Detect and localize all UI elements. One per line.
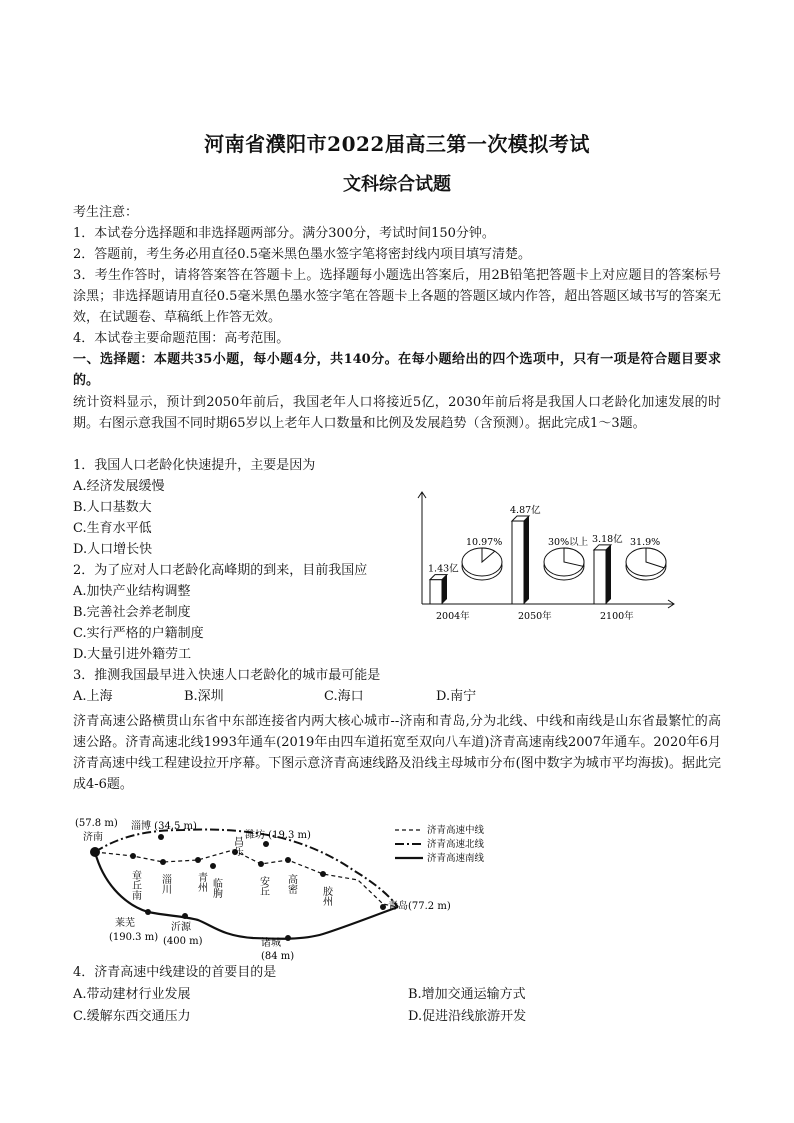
- aging-population-chart: [412, 484, 682, 626]
- label-linqu: 临朐: [210, 878, 222, 898]
- bar-side-2: [606, 545, 611, 604]
- label-zhangqiu: 章丘南: [129, 870, 141, 900]
- q3-option-d: D.南宁: [436, 689, 477, 704]
- notice-item-1: 1．本试卷分选择题和非选择题两部分。满分300分，考试时间150分钟。: [73, 226, 495, 241]
- city-dot-weifang: [263, 841, 269, 847]
- label-zichuan: 淄川: [159, 874, 171, 894]
- notice-item-2: 2．答题前，考生务必用直径0.5毫米黑色墨水签字笔将密封线内项目填写清楚。: [73, 247, 531, 262]
- label-yiyuan-alt: (400 m): [163, 936, 203, 947]
- city-dot-laiwu: [145, 909, 151, 915]
- legend-south-label: 济青高速南线: [427, 853, 485, 864]
- city-dot-jiaozhou: [320, 871, 326, 877]
- category-label-1: 2050年: [518, 611, 552, 622]
- city-dot-yiyuan: [182, 913, 188, 919]
- q3-option-a: A.上海: [73, 689, 113, 704]
- city-dot-linqu: [210, 863, 216, 869]
- notice-item-4: 4．本试卷主要命题范围：高考范围。: [73, 331, 290, 346]
- pie-label-1: 30%以上: [548, 537, 589, 548]
- city-dot-zichuan: [160, 859, 166, 865]
- city-dot-gaomi: [285, 857, 291, 863]
- city-dot-anqiu: [258, 861, 264, 867]
- passage-2: 济青高速公路横贯山东省中东部连接省内两大核心城市--济南和青岛,分为北线、中线和南线是山东省最繁忙的高速公路。济青高速北线1993年通车(2019年由四车道拓宽至双向八车道)济青高速南线2007年通车。2020年6月济青高速中线工程建设拉开序幕。下图示意济青高速线路及沿线主母城市分布(图中数字为城市平均海拔)。据此完成4-6题。: [73, 714, 721, 792]
- bar-value-label-0: 1.43亿: [428, 563, 459, 575]
- label-jinan: 济南: [83, 832, 103, 843]
- exam-subtitle: 文科综合试题: [343, 174, 451, 195]
- q4-option-c: C.缓解东西交通压力: [73, 1009, 191, 1024]
- city-dot-qingdao: [380, 904, 386, 910]
- bar-1: [512, 521, 524, 604]
- q3-option-b: B.深圳: [184, 689, 224, 704]
- city-dot-zhucheng: [285, 935, 291, 941]
- bar-side-1: [524, 516, 529, 604]
- q1-option-c: C.生育水平低: [73, 521, 152, 536]
- passage-1: 统计资料显示，预计到2050年前后，我国老年人口将接近5亿，2030年前后将是我国人口老龄化加速发展的时期。右图示意我国不同时期65岁以上老年人口数量和比例及发展趋势（含预测）。据此完成1～3题。: [73, 395, 721, 431]
- q2-option-a: A.加快产业结构调整: [73, 584, 191, 599]
- question-1-stem: 1．我国人口老龄化快速提升，主要是因为: [73, 458, 316, 473]
- q3-option-c: C.海口: [324, 689, 364, 704]
- label-anqiu: 安丘: [257, 876, 269, 896]
- bar-2: [594, 550, 606, 604]
- label-zhucheng-alt: (84 m): [261, 951, 295, 962]
- q4-option-d: D.促进沿线旅游开发: [408, 1009, 527, 1024]
- q1-option-a: A.经济发展缓慢: [73, 479, 165, 494]
- section-heading: 一、选择题：本题共35小题，每小题4分，共140分。在每小题给出的四个选项中，只有一项是符合题目要求的。: [73, 352, 721, 388]
- bar-value-label-1: 4.87亿: [510, 505, 541, 517]
- q4-option-a: A.带动建材行业发展: [73, 987, 191, 1002]
- q2-option-b: B.完善社会养老制度: [73, 605, 191, 620]
- category-label-0: 2004年: [436, 611, 470, 622]
- q4-option-b: B.增加交通运输方式: [408, 987, 526, 1002]
- label-jinan-alt: (57.8 m): [75, 818, 118, 829]
- label-zibo: 淄博 (34.5 m): [131, 821, 197, 832]
- label-weifang: 潍坊 (19.3 m): [245, 830, 311, 841]
- question-2-stem: 2．为了应对人口老龄化高峰期的到来，目前我国应: [73, 563, 368, 578]
- label-qingdao: 青岛(77.2 m): [388, 901, 451, 912]
- q1-option-d: D.人口增长快: [73, 542, 153, 557]
- bar-0: [430, 580, 442, 604]
- city-dot-zhangqiu: [130, 853, 136, 859]
- label-laiwu: 莱芜: [115, 918, 135, 929]
- city-dot-qingzhou: [195, 857, 201, 863]
- label-laiwu-alt: (190.3 m): [109, 932, 159, 943]
- pie-label-2: 31.9%: [630, 537, 661, 548]
- label-gaomi: 高密: [285, 874, 297, 894]
- q2-option-c: C.实行严格的户籍制度: [73, 626, 204, 641]
- city-dot-zibo: [158, 834, 164, 840]
- label-zhucheng: 诸城: [261, 938, 281, 949]
- pie-label-0: 10.97%: [466, 537, 503, 548]
- bar-value-label-2: 3.18亿: [592, 533, 623, 545]
- q2-option-d: D.大量引进外籍劳工: [73, 647, 192, 662]
- city-dot-jinan: [90, 847, 100, 857]
- exam-title: 河南省濮阳市2022届高三第一次模拟考试: [204, 132, 590, 156]
- notice-heading: 考生注意：: [73, 205, 139, 220]
- notice-item-3: 3．考生作答时，请将答案答在答题卡上。选择题每小题选出答案后，用2B铅笔把答题卡上对应题目的答案标号涂黑；非选择题请用直径0.5毫米黑色墨水签字笔在答题卡上各题的答题区域内作答，超出答题区域书写的答案无效，在试题卷、草稿纸上作答无效。: [73, 268, 721, 325]
- label-jiaozhou: 胶州: [320, 886, 332, 906]
- label-yiyuan: 沂源: [171, 922, 191, 933]
- legend-middle-label: 济青高速中线: [427, 825, 485, 836]
- label-changle: 昌乐: [231, 836, 243, 856]
- expressway-map: [73, 812, 498, 962]
- question-4-stem: 4．济青高速中线建设的首要目的是: [73, 965, 277, 980]
- category-label-2: 2100年: [600, 611, 634, 622]
- q1-option-b: B.人口基数大: [73, 500, 152, 515]
- question-3-stem: 3．推测我国最早进入快速人口老龄化的城市最可能是: [73, 668, 381, 683]
- legend-north-label: 济青高速北线: [427, 839, 485, 850]
- label-qingzhou: 青州: [195, 872, 207, 892]
